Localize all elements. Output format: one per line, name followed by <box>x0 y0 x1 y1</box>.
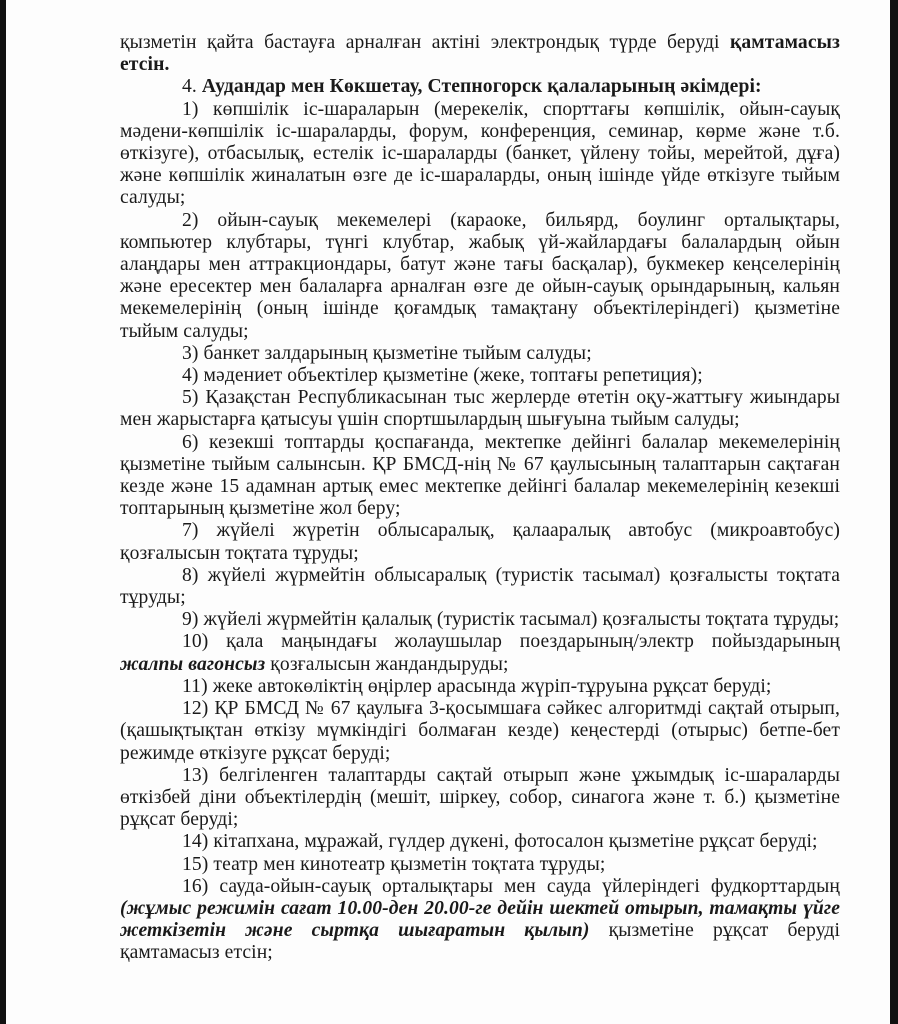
text-run: 16) сауда-ойын-сауық орталықтары мен сауда үйлеріндегі фудкорттардың <box>182 875 840 897</box>
text-run: 13) белгіленген талаптарды сақтай отырып және ұжымдық іс-шараларды өткізбей діни объектілердің (мешіт, шіркеу, собор, синагога және т. б.) қызметіне рұқсат беруді; <box>120 764 840 831</box>
text-run: 5) Қазақстан Республикасынан тыс жерлерде өтетін оқу-жаттығу жиындары мен жарыстарға қатысуы үшін спортшылардың шығуына тыйым салуды; <box>120 387 840 431</box>
paragraph <box>120 876 840 965</box>
text-run: 14) кітапхана, мұражай, гүлдер дүкені, фотосалон қызметіне рұқсат беруді; <box>182 831 818 853</box>
text-run: 8) жүйелі жүрмейтін облысаралық (туристік тасымал) қозғалысты тоқтата тұруды; <box>120 564 840 609</box>
right-dark-edge <box>890 0 898 1024</box>
text-run: 2) ойын-сауық мекемелері (караоке, бильярд, боулинг орталықтары, компьютер клубтары, түнгі клубтар, жабық үй-жайлардағы балалардың ойын алаңдары мен аттракциондары, батут және тағы басқалар), букмекер кеңселерінің және ересектер мен балаларға арналған өзге де ойын-сауық орындарының, кальян мекемелерінің (оның ішінде қоғамдық тамақтану объектілеріндегі) қызметіне тыйым салуды; <box>120 209 840 342</box>
text-run: Аудандар мен Көкшетау, Степногорск қалаларының әкімдері: <box>201 76 762 98</box>
text-run: 15) театр мен кинотеатр қызметін тоқтата тұруды; <box>182 853 606 875</box>
document-page <box>6 0 890 1024</box>
text-run: 6) кезекші топтарды қоспағанда, мектепке дейінгі балалар мекемелерінің қызметіне тыйым салынсын. ҚР БМСД-нің № 67 қаулысының талаптарын сақтаған кезде және 15 адамнан артық емес мектепке дейінгі балалар мекемелерінің кезекші топтарының қызметіне жол беру; <box>120 431 840 520</box>
paragraph <box>120 99 840 210</box>
text-run: қозғалысын жандандыруды; <box>265 653 509 675</box>
text-run: қызметін қайта бастауға арналған актіні электрондық түрде беруді <box>120 32 731 53</box>
paragraph <box>120 676 840 698</box>
text-run: 12) ҚР БМСД № 67 қаулыға 3-қосымшаға сәйкес алгоритмді сақтай отырып, (қашықтықтан өткізу мүмкіндігі болмаған кезде) кеңестерді (отырыс) бетпе-бет режимде өткізуге рұқсат беруді; <box>120 698 840 764</box>
text-run: 4. <box>182 76 202 98</box>
text-run: 11) жеке автокөліктің өңірлер арасында жүріп-тұруына рұқсат беруді; <box>182 675 772 697</box>
paragraph <box>120 32 840 76</box>
text-run: 3) банкет залдарының қызметіне тыйым салуды; <box>182 342 592 364</box>
paragraph <box>120 76 840 98</box>
text-run: қамтамасыз етсін. <box>120 32 840 76</box>
text-run: 4) мәдениет объектілер қызметіне (жеке, топтағы репетиция); <box>182 365 703 387</box>
text-run: 7) жүйелі жүретін облысаралық, қалааралық автобус (микроавтобус) қозғалысын тоқтата тұруды; <box>120 520 840 564</box>
text-run: 10) қала маңындағы жолаушылар поездарының/электр пойыздарының <box>182 631 840 653</box>
document-text <box>120 32 840 965</box>
paragraph <box>120 432 840 521</box>
paragraph <box>120 387 840 431</box>
paragraph <box>120 365 840 387</box>
text-run: қызметіне рұқсат беруді қамтамасыз етсін; <box>120 920 840 964</box>
paragraph <box>120 343 840 365</box>
paragraph <box>120 520 840 564</box>
text-run: 9) жүйелі жүрмейтін қалалық (туристік тасымал) қозғалысты тоқтата тұруды; <box>182 609 840 631</box>
text-run: 1) көпшілік іс-шараларын (мерекелік, спорттағы көпшілік, ойын-сауық мәдени-көпшілік іс-шараларды, форум, конференция, семинар, көрме және т.б. өткізуге), отбасылық, естелік іс-шараларды (банкет, үйлену тойы, мерейтой, дұға) және көпшілік жиналатын өзге де іс-шараларды, оның ішінде үйде өткізуге тыйым салуды; <box>120 98 840 209</box>
paragraph <box>120 831 840 853</box>
paragraph <box>120 565 840 609</box>
paragraph <box>120 210 840 343</box>
paragraph <box>120 854 840 876</box>
text-run: (жұмыс режимін сағат 10.00-ден 20.00-ге дейін шектей отырып, тамақты үйге жеткізетін және сыртқа шығаратын қылып) <box>120 897 840 942</box>
text-run: жалпы вагонсыз <box>120 653 266 675</box>
paragraph <box>120 698 840 765</box>
paragraph <box>120 609 840 631</box>
paragraph <box>120 765 840 832</box>
paragraph <box>120 631 840 675</box>
